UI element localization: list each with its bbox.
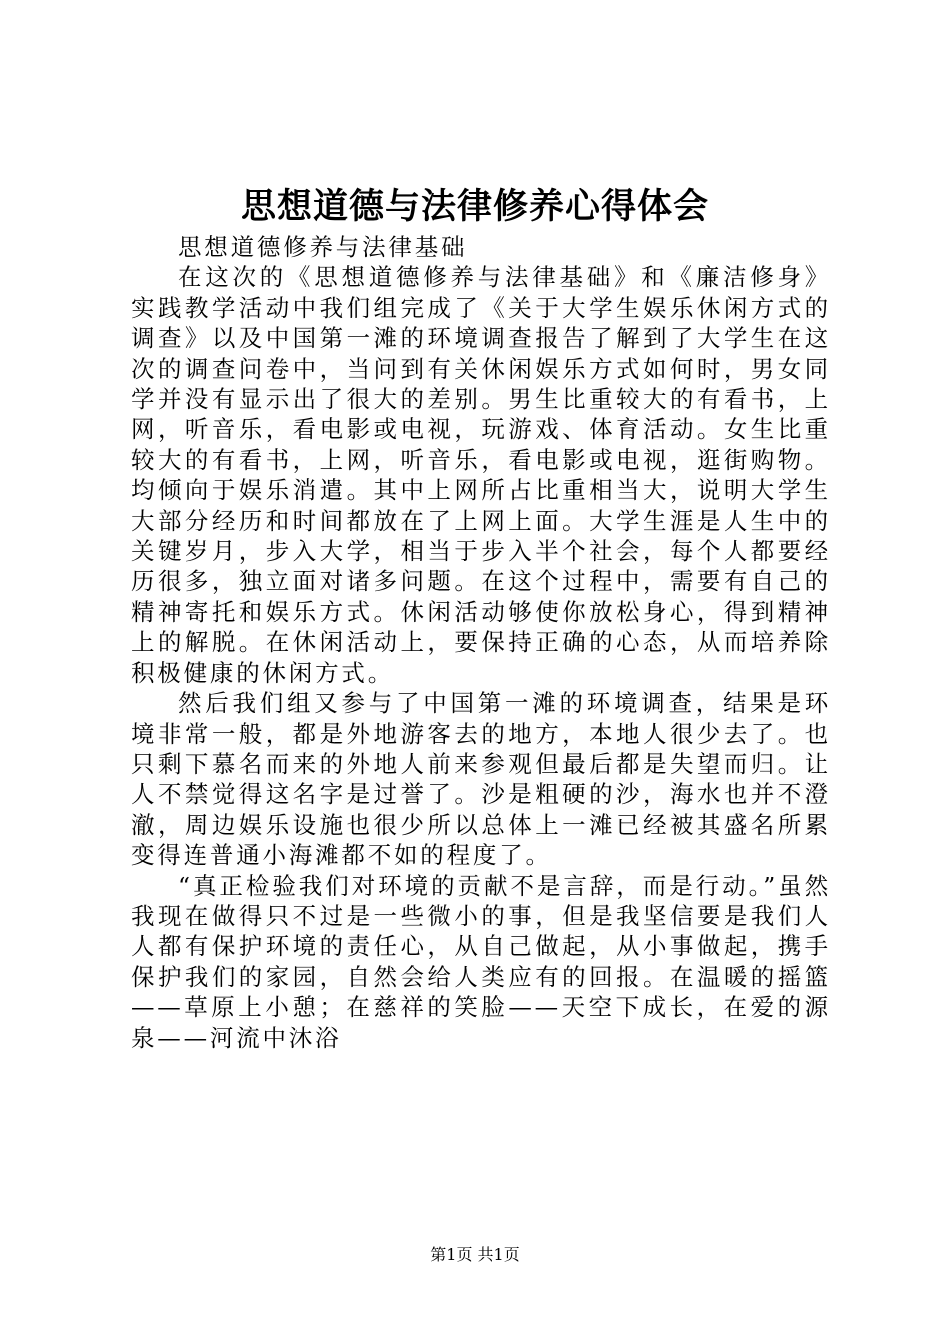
page-footer: 第1页 共1页 xyxy=(430,1245,520,1264)
document-subtitle: 思想道德修养与法律基础 xyxy=(178,233,468,261)
paragraph-2: 然后我们组又参与了中国第一滩的环境调查，结果是环境非常一般，都是外地游客去的地方，本地人很少去了。也只剩下慕名而来的外地人前来参观但最后都是失望而归。让人不禁觉得这名字是过誉了。沙是粗硬的沙，海水也并不澄澈，周边娱乐设施也很少所以总体上一滩已经被其盛名所累变得连普通小海滩都不如的程度了。 xyxy=(131,689,831,870)
paragraph-1: 在这次的《思想道德修养与法律基础》和《廉洁修身》实践教学活动中我们组完成了《关于大学生娱乐休闲方式的调查》以及中国第一滩的环境调查报告了解到了大学生在这次的调查问卷中，当问到有关休闲娱乐方式如何时，男女同学并没有显示出了很大的差别。男生比重较大的有看书，上网，听音乐，看电影或电视，玩游戏、体育活动。女生比重较大的有看书，上网，听音乐，看电影或电视，逛街购物。均倾向于娱乐消遣。其中上网所占比重相当大，说明大学生大部分经历和时间都放在了上网上面。大学生涯是人生中的关键岁月，步入大学，相当于步入半个社会，每个人都要经历很多，独立面对诸多问题。在这个过程中，需要有自己的精神寄托和娱乐方式。休闲活动够使你放松身心，得到精神上的解脱。在休闲活动上，要保持正确的心态，从而培养除积极健康的休闲方式。 xyxy=(131,263,831,687)
document-body xyxy=(131,232,831,1053)
paragraph-3: “真正检验我们对环境的贡献不是言辞，而是行动。”虽然我现在做得只不过是一些微小的事，但是我坚信要是我们人人都有保护环境的责任心，从自己做起，从小事做起，携手保护我们的家园，自然会给人类应有的回报。在温暖的摇篮——草原上小憩；在慈祥的笑脸——天空下成长，在爱的源泉——河流中沐浴 xyxy=(131,871,831,1052)
document-title: 思想道德与法律修养心得体会 xyxy=(240,186,709,227)
